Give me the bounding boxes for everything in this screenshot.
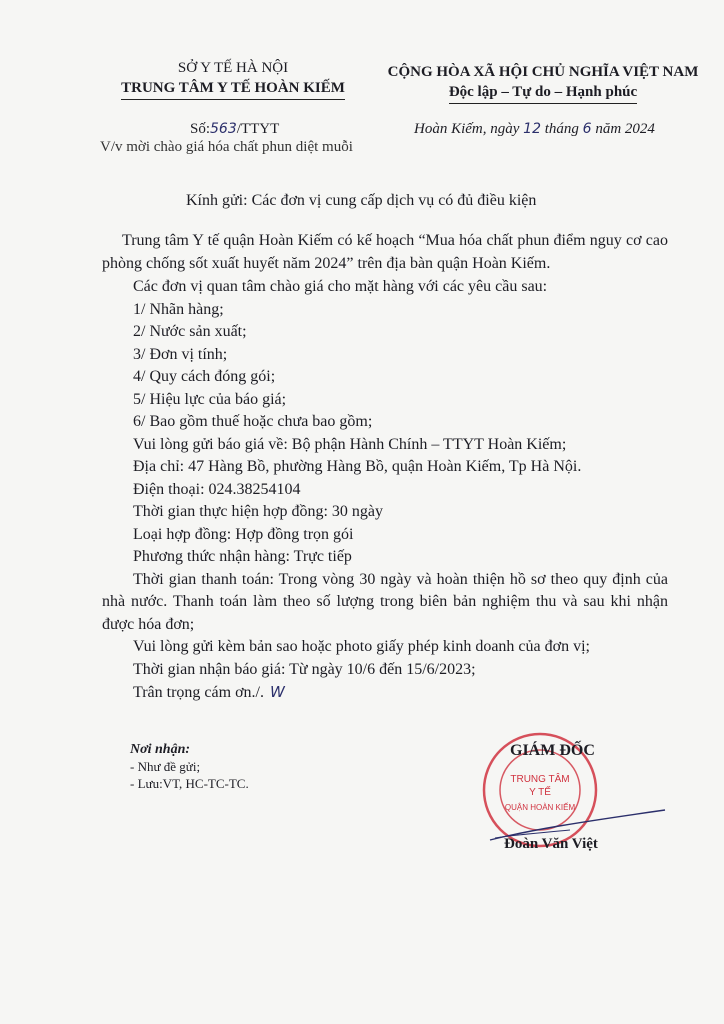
intro-paragraph: Trung tâm Y tế quận Hoàn Kiếm có kế hoạch “Mua hóa chất phun điểm nguy cơ cao phòng chống sốt xuất huyết năm 2024” trên địa bàn quận Hoàn Kiếm. — [102, 232, 668, 272]
document-number — [190, 121, 279, 138]
salutation: Kính gửi: Các đơn vị cung cấp dịch vụ có đủ điều kiện — [186, 192, 537, 209]
place-prefix: Hoàn Kiếm, ngày — [414, 121, 520, 137]
requirement-item: 5/ Hiệu lực của báo giá; — [133, 390, 287, 408]
nation-motto: Độc lập – Tự do – Hạnh phúc — [448, 84, 638, 100]
requirement-item: 4/ Quy cách đóng gói; — [133, 368, 276, 385]
stamp-line-2: Y TẾ — [529, 787, 551, 798]
recipients-title: Nơi nhận: — [130, 742, 191, 757]
payment-paragraph: Thời gian thanh toán: Trong vòng 30 ngày và hoàn thiện hồ sơ theo quy định của nhà nước. Thanh toán làm theo số lượng trong biên bản nghiệm thu và sau khi nhận được hóa đơn; — [102, 570, 668, 633]
address-line: Địa chỉ: 47 Hàng Bồ, phường Hàng Bồ, quận Hoàn Kiếm, Tp Hà Nội. — [133, 458, 582, 475]
year-label: năm 2024 — [595, 121, 655, 137]
closing-text: Trân trọng cám ơn./. — [133, 684, 264, 701]
requirement-item: 1/ Nhãn hàng; — [133, 300, 224, 318]
send-to-line: Vui lòng gửi báo giá về: Bộ phận Hành Chính – TTYT Hoàn Kiếm; — [133, 435, 567, 453]
duration-line: Thời gian thực hiện hợp đồng: 30 ngày — [133, 503, 383, 520]
doc-number-prefix: Số: — [190, 121, 211, 137]
requirement-item: 3/ Đơn vị tính; — [133, 345, 228, 363]
recipients-block — [130, 741, 249, 792]
doc-number-handwritten: 563 — [210, 121, 237, 137]
quote-period-line: Thời gian nhận báo giá: Từ ngày 10/6 đến 15/6/2023; — [133, 660, 476, 678]
motto-underline — [449, 82, 637, 104]
recipient-line: - Lưu:VT, HC-TC-TC. — [130, 776, 249, 791]
place-date — [414, 121, 655, 138]
requirements-lead: Các đơn vị quan tâm chào giá cho mặt hàng với các yêu cầu sau: — [133, 278, 548, 295]
center-name-underline — [121, 78, 345, 100]
closing-line — [116, 681, 668, 705]
center-name: TRUNG TÂM Y TẾ HOÀN KIẾM — [121, 80, 345, 96]
license-line: Vui lòng gửi kèm bản sao hoặc photo giấy phép kinh doanh của đơn vị; — [133, 638, 590, 655]
doc-number-suffix: /TTYT — [236, 121, 280, 137]
stamp-line-1: TRUNG TÂM — [510, 774, 570, 785]
requirement-item: 2/ Nước sản xuất; — [133, 323, 247, 340]
delivery-line: Phương thức nhận hàng: Trực tiếp — [133, 548, 352, 565]
letter-body — [102, 230, 668, 705]
signer-role: GIÁM ĐỐC — [510, 742, 595, 759]
closing-initial-mark: W — [269, 683, 285, 701]
issuer-header — [98, 58, 368, 100]
contract-type-line: Loại hợp đồng: Hợp đồng trọn gói — [133, 525, 354, 543]
stamp-line-3: QUẬN HOÀN KIẾM — [504, 803, 576, 812]
nation-title: CỘNG HÒA XÃ HỘI CHỦ NGHĨA VIỆT NAM — [387, 64, 699, 80]
recipient-line: - Như đề gửi; — [130, 759, 201, 774]
date-day-handwritten: 12 — [523, 121, 541, 137]
signer-name: Đoàn Văn Việt — [504, 836, 598, 852]
requirement-item: 6/ Bao gồm thuế hoặc chưa bao gồm; — [133, 413, 373, 430]
national-header — [380, 62, 706, 104]
agency-name: SỞ Y TẾ HÀ NỘI — [177, 60, 289, 76]
month-label: tháng — [544, 121, 579, 137]
document-subject: V/v mời chào giá hóa chất phun diệt muỗi — [100, 139, 353, 155]
phone-line: Điện thoại: 024.38254104 — [133, 480, 301, 498]
date-month-handwritten: 6 — [582, 121, 592, 137]
